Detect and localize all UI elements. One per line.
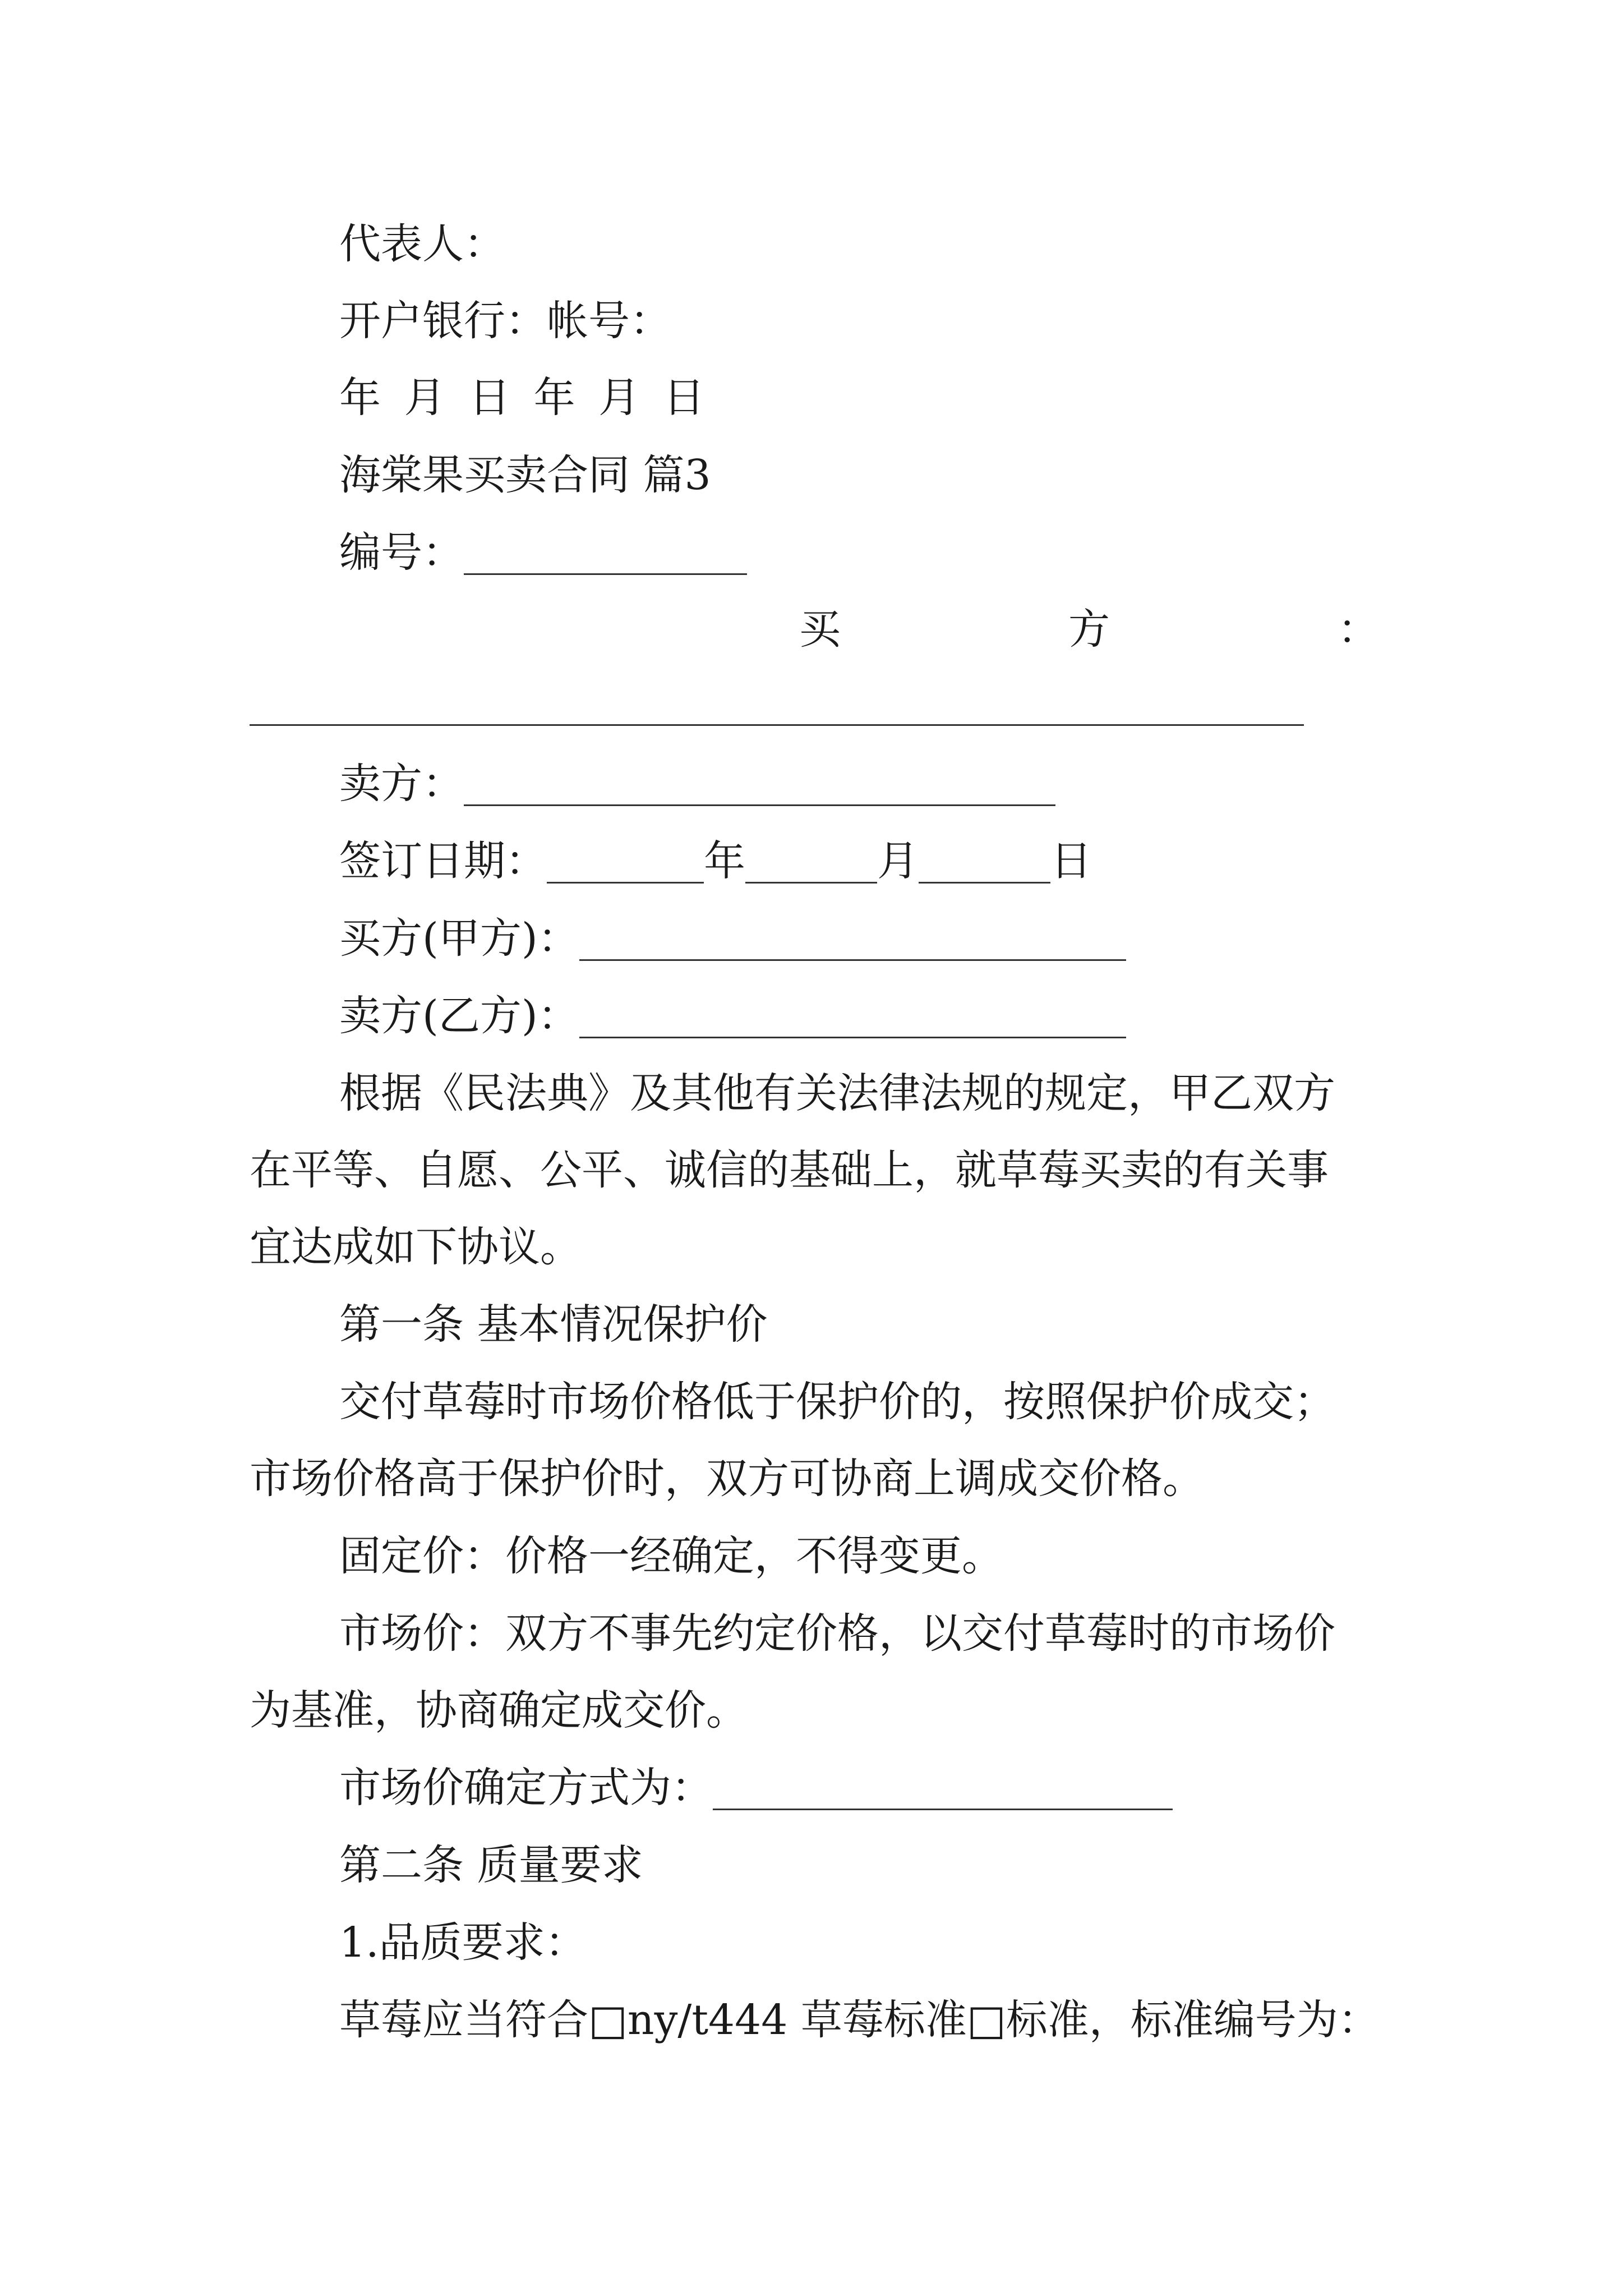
sign-date-line: [339, 837, 1092, 885]
party-a-label: 买方(甲方)：: [339, 914, 579, 963]
number-label: 编号：: [339, 528, 464, 577]
sign-date-month-blank: [745, 840, 877, 884]
sign-date-year-blank: [547, 840, 704, 884]
party-b-label: 卖方(乙方)：: [339, 992, 579, 1040]
bank-account-line: 开户银行：帐号：: [339, 297, 671, 345]
sign-date-label: 签订日期：: [339, 837, 547, 885]
intro-line-1: 根据《民法典》及其他有关法律法规的规定，甲乙双方: [339, 1069, 1335, 1117]
article-1-title: 第一条 基本情况保护价: [339, 1300, 768, 1349]
buyer-header-char-2: 方: [1068, 605, 1110, 654]
party-b-line: [339, 992, 1126, 1040]
article-2-title: 第二条 质量要求: [339, 1841, 643, 1889]
market-price-line-2: 为基准，协商确定成交价。: [250, 1686, 748, 1734]
representative-line: 代表人：: [339, 220, 505, 268]
intro-line-2: 在平等、自愿、公平、诚信的基础上，就草莓买卖的有关事: [250, 1146, 1329, 1194]
number-line: [339, 528, 747, 577]
party-a-line: [339, 914, 1126, 963]
sign-date-day: 日: [1050, 837, 1092, 885]
contract-title: 海棠果买卖合同 篇3: [339, 451, 711, 499]
buyer-header-char-1: 买: [799, 605, 841, 654]
article-1-para-line-1: 交付草莓时市场价格低于保护价的，按照保护价成交；: [339, 1378, 1335, 1426]
market-method-blank: [713, 1767, 1173, 1810]
buyer-header-char-3: ：: [1338, 605, 1379, 654]
market-method-label: 市场价确定方式为：: [339, 1764, 713, 1812]
buyer-blank-line: [250, 724, 1304, 726]
article-1-para-line-2: 市场价格高于保护价时，双方可协商上调成交价格。: [250, 1455, 1204, 1503]
sign-date-year: 年: [704, 837, 745, 885]
number-blank: [464, 532, 747, 575]
dates-line: 年 月 日 年 月 日: [339, 374, 705, 422]
quality-label: 1.品质要求：: [339, 1918, 587, 1967]
seller-label: 卖方：: [339, 760, 464, 808]
fixed-price-line: 固定价：价格一经确定，不得变更。: [339, 1532, 1003, 1580]
intro-line-3: 宜达成如下协议。: [250, 1223, 582, 1271]
market-method-line: [339, 1764, 1173, 1812]
standard-line: 草莓应当符合□ny/t444 草莓标准□标准，标准编号为：: [339, 1996, 1380, 2044]
sign-date-day-blank: [919, 840, 1050, 884]
sign-date-month: 月: [877, 837, 919, 885]
party-a-blank: [579, 918, 1126, 961]
market-price-line-1: 市场价：双方不事先约定价格，以交付草莓时的市场价: [339, 1609, 1335, 1658]
party-b-blank: [579, 995, 1126, 1038]
seller-blank: [464, 763, 1055, 806]
seller-line: [339, 760, 1055, 808]
